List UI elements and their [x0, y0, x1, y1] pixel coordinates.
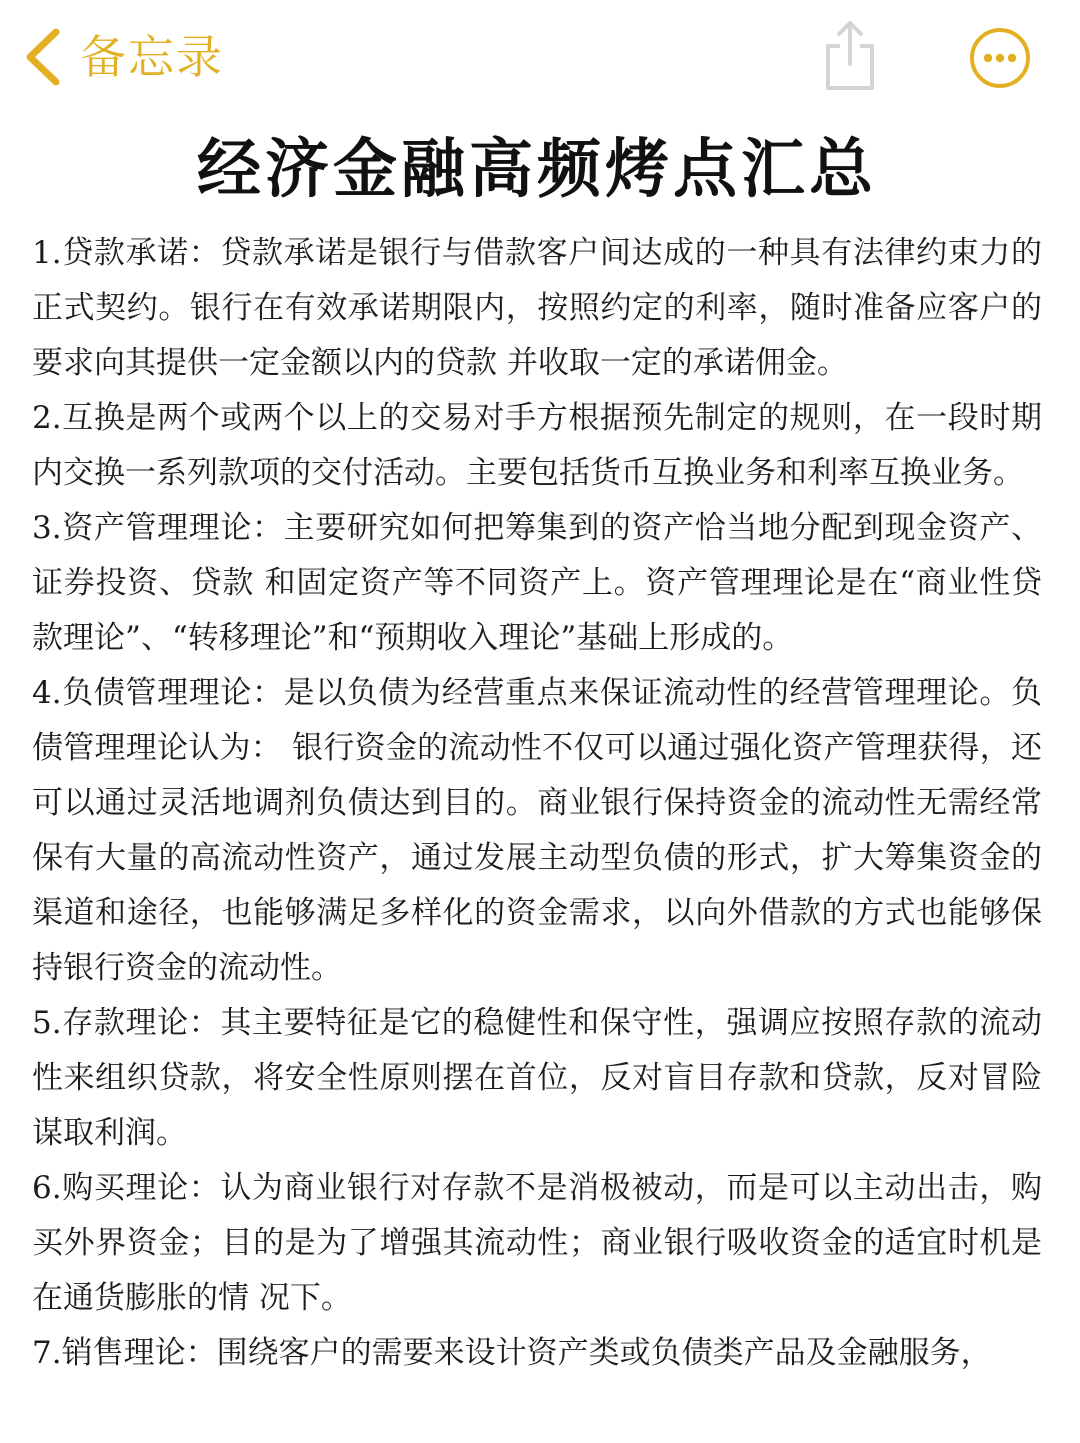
share-icon	[820, 18, 880, 94]
back-label: 备忘录	[80, 30, 224, 84]
note-title: 经济金融高频烤点汇总	[197, 132, 877, 207]
navigation-bar	[0, 0, 1080, 115]
chevron-left-icon	[20, 26, 66, 88]
share-button[interactable]	[820, 18, 880, 94]
note-paragraph-7: 7.销售理论：围绕客户的需要来设计资产类或负债类产品及金融服务，	[32, 1335, 992, 1371]
note-paragraph-1: 1.贷款承诺：贷款承诺是银行与借款客户间达成的一种具有法律约束力的正式契约。银行在有效承诺期限内，按照约定的利率，随时准备应客户的要求向其提供一定金额以内的贷款 并收取一定的承诺佣金。	[32, 235, 1042, 381]
note-paragraph-3: 3.资产管理理论：主要研究如何把筹集到的资产恰当地分配到现金资产、证券投资、贷款 和固定资产等不同资产上。资产管理理论是在“商业性贷款理论”、“转移理论”和“预期收入理论”基础上形成的。	[32, 510, 1042, 656]
note-paragraph-4: 4.负债管理理论：是以负债为经营重点来保证流动性的经营管理理论。负债管理理论认为： 银行资金的流动性不仅可以通过强化资产管理获得，还可以通过灵活地调剂负债达到目的。商业银行保持资金的流动性无需经常保有大量的高流动性资产，通过发展主动型负债的形式，扩大筹集资金的渠道和途径，也能够满足多样化的资金需求，以向外借款的方式也能够保持银行资金的流动性。	[32, 675, 1042, 986]
note-body	[32, 226, 1042, 1381]
more-button[interactable]	[968, 26, 1032, 90]
note-content[interactable]	[32, 120, 1042, 1381]
note-paragraph-6: 6.购买理论：认为商业银行对存款不是消极被动，而是可以主动出击，购买外界资金；目的是为了增强其流动性；商业银行吸收资金的适宜时机是在通货膨胀的情 况下。	[32, 1170, 1042, 1316]
more-icon	[968, 26, 1032, 90]
back-button[interactable]	[20, 22, 224, 92]
note-paragraph-2: 2.互换是两个或两个以上的交易对手方根据预先制定的规则，在一段时期内交换一系列款项的交付活动。主要包括货币互换业务和利率互换业务。	[32, 400, 1042, 491]
note-paragraph-5: 5.存款理论：其主要特征是它的稳健性和保守性，强调应按照存款的流动性来组织贷款，将安全性原则摆在首位，反对盲目存款和贷款，反对冒险谋取利润。	[32, 1005, 1042, 1151]
